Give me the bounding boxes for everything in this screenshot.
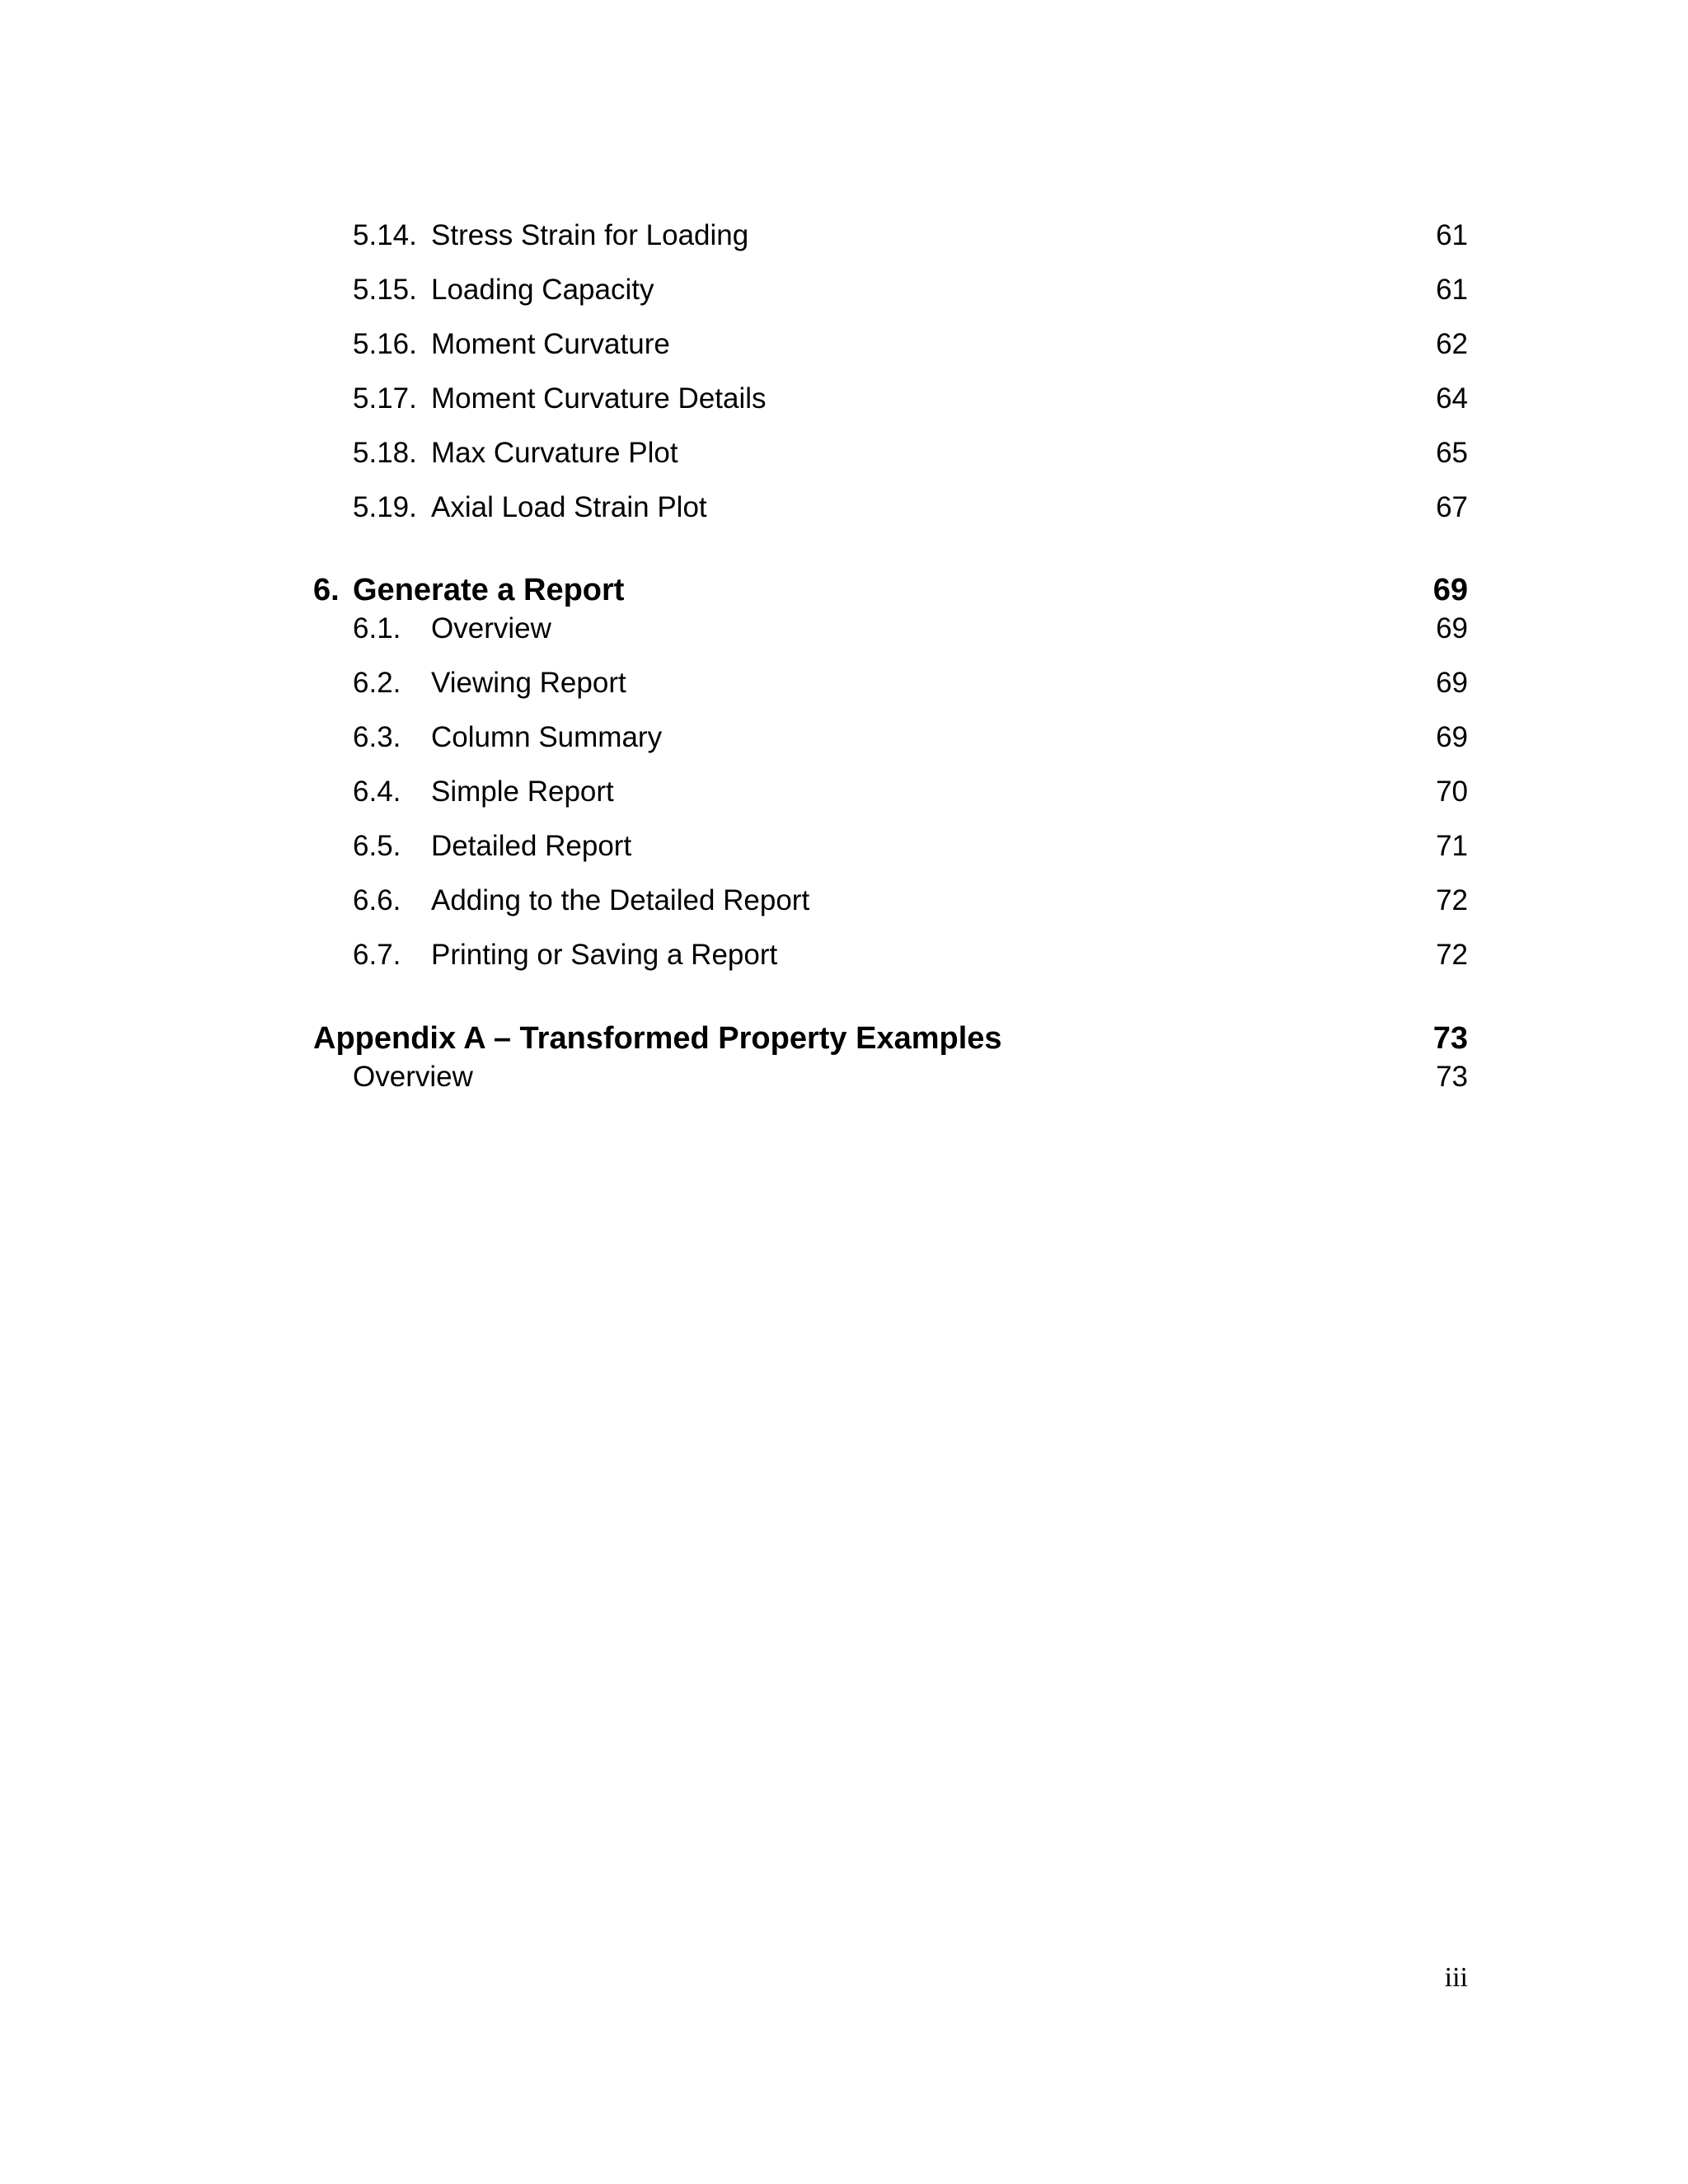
- toc-entry-5-15[interactable]: [0, 265, 1688, 315]
- toc-entry-title: Axial Load Strain Plot: [431, 491, 707, 523]
- toc-entry-page: 61: [1436, 274, 1468, 306]
- toc-entry-title: Overview: [353, 1061, 473, 1093]
- toc-entry-5-18[interactable]: [0, 429, 1688, 478]
- toc-entry-5-19[interactable]: [0, 483, 1688, 532]
- toc-entry-number: 6.7.: [353, 939, 401, 971]
- toc-entry-page: 69: [1436, 667, 1468, 699]
- toc-entry-number: 6.5.: [353, 830, 401, 862]
- toc-entry-number: 5.16.: [353, 328, 417, 360]
- toc-section-page: 69: [1432, 573, 1468, 607]
- toc-entry-number: 6.4.: [353, 776, 401, 808]
- toc-entry-page: 70: [1436, 776, 1468, 808]
- toc-entry-title: Stress Strain for Loading: [431, 219, 749, 251]
- toc-section-title: Generate a Report: [353, 573, 625, 607]
- toc-entry-title: Adding to the Detailed Report: [431, 884, 810, 916]
- toc-appendix-title: Appendix A – Transformed Property Examples: [313, 1021, 1002, 1056]
- toc-entry-title: Loading Capacity: [431, 274, 654, 306]
- toc-entry-number: 5.14.: [353, 219, 417, 251]
- toc-entry-6-4[interactable]: [0, 767, 1688, 817]
- toc-entry-title: Column Summary: [431, 721, 663, 753]
- toc-entry-title: Max Curvature Plot: [431, 437, 678, 469]
- toc-entry-page: 69: [1436, 721, 1468, 753]
- toc-entry-6-7[interactable]: [0, 930, 1688, 980]
- toc-appendix-page: 73: [1432, 1021, 1468, 1056]
- toc-entry-title: Detailed Report: [431, 830, 632, 862]
- toc-entry-title: Printing or Saving a Report: [431, 939, 778, 971]
- toc-entry-6-2[interactable]: [0, 658, 1688, 708]
- toc-entry-6-5[interactable]: [0, 822, 1688, 871]
- toc-entry-page: 69: [1436, 612, 1468, 644]
- toc-entry-page: 73: [1436, 1061, 1468, 1093]
- toc-entry-page: 65: [1436, 437, 1468, 469]
- toc-entry-number: 6.1.: [353, 612, 401, 644]
- toc-entry-6-3[interactable]: [0, 713, 1688, 762]
- toc-entry-number: 5.18.: [353, 437, 417, 469]
- toc-entry-number: 5.19.: [353, 491, 417, 523]
- toc-entry-5-14[interactable]: [0, 211, 1688, 260]
- toc-entry-page: 72: [1436, 884, 1468, 916]
- toc-entry-title: Simple Report: [431, 776, 614, 808]
- toc-entry-page: 72: [1436, 939, 1468, 971]
- toc-entry-page: 62: [1436, 328, 1468, 360]
- toc-entry-5-16[interactable]: [0, 320, 1688, 369]
- toc-entry-number: 6.3.: [353, 721, 401, 753]
- toc-entry-number: 6.6.: [353, 884, 401, 916]
- toc-entry-title: Moment Curvature Details: [431, 382, 767, 415]
- toc-section-number: 6.: [313, 573, 340, 607]
- toc-entry-title: Moment Curvature: [431, 328, 670, 360]
- toc-entry-number: 6.2.: [353, 667, 401, 699]
- toc-entry-page: 67: [1436, 491, 1468, 523]
- toc-entry-title: Overview: [431, 612, 551, 644]
- page-number: iii: [1444, 1962, 1468, 1993]
- toc-entry-title: Viewing Report: [431, 667, 626, 699]
- toc-entry-appendix-a-overview[interactable]: [0, 1052, 1688, 1102]
- toc-entry-6-1[interactable]: [0, 604, 1688, 654]
- toc-entry-number: 5.17.: [353, 382, 417, 415]
- toc-entry-page: 61: [1436, 219, 1468, 251]
- toc-entry-5-17[interactable]: [0, 374, 1688, 424]
- toc-entry-number: 5.15.: [353, 274, 417, 306]
- toc-entry-page: 71: [1436, 830, 1468, 862]
- toc-entry-6-6[interactable]: [0, 876, 1688, 926]
- toc-entry-page: 64: [1436, 382, 1468, 415]
